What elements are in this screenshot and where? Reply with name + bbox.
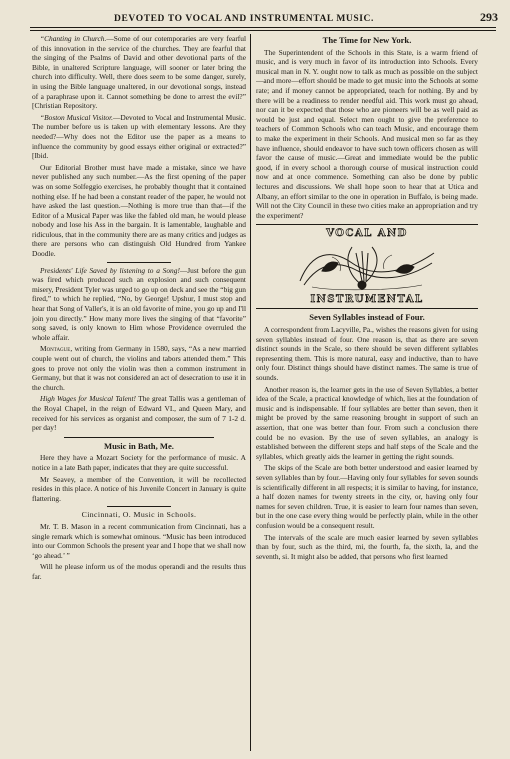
ornament-title-bottom: INSTRUMENTAL bbox=[310, 293, 424, 305]
article-tallis-lead: High Wages for Musical Talent! bbox=[40, 394, 137, 404]
article-boston-body: —Devoted to Vocal and Instrumental Music. The number before us is taken up with elementary lessons. Are they needed?—Why does not the Editor use the paper as a means to influence the community by good essays either original or extracted?” [Ibid. bbox=[32, 112, 246, 161]
article-presidents-body: —Just before the gun was fired which produced such an explosion and such consequent misery, President Tyler was urged to go up on deck and see the “big gun fired,” to which he replied, “No, by George! Upshur, I must stop and hear that Song of Valler's, it is an old favorite of mine, you go up and I'll join you directly.” How many more lives the singing of that “favorite” song saved, is only known to Him whose Providence overruled the whole affair. bbox=[32, 265, 246, 342]
vocal-instrumental-ornament bbox=[256, 229, 478, 304]
right-column bbox=[256, 34, 478, 755]
page-number: 293 bbox=[480, 10, 498, 24]
article-tallis-body: The great Tallis was a gentleman of the Royal Chapel, in the reign of Edward VI., and Queen Mary, and received for his services as organist and composer, the sum of 7 1-2 d. per day! bbox=[32, 394, 246, 433]
running-title: DEVOTED TO VOCAL AND INSTRUMENTAL MUSIC. bbox=[114, 14, 374, 24]
article-montague-body: writing from Germany in 1580, says, “As a new married couple went out of church, the violins and tabors attended them.” This goes to prove not only the violin was then a common instrument in Germany, but that it was not considered an act of desecration to use it in the church. bbox=[32, 344, 246, 392]
article-chanting bbox=[32, 34, 246, 111]
syllables-heading: Seven Syllables instead of Four. bbox=[309, 312, 425, 323]
bath-paragraph-2: Mr Seavey, a member of the Convention, it will be recollected resides in this place. A notice of his Juvenile Concert in January is quite flattering. bbox=[32, 474, 246, 503]
article-boston bbox=[32, 113, 246, 161]
cincinnati-paragraph-2: Will he please inform us of the modus operandi and the results thus far. bbox=[32, 562, 246, 581]
running-head bbox=[30, 6, 498, 26]
newyork-heading: The Time for New York. bbox=[322, 35, 412, 45]
left-column bbox=[32, 34, 246, 755]
article-montague-lead: Montague, bbox=[40, 344, 73, 354]
bath-heading: Music in Bath, Me. bbox=[104, 440, 174, 451]
lyre-instruments-icon bbox=[292, 241, 442, 293]
separator bbox=[64, 437, 214, 438]
header-rule bbox=[30, 27, 496, 28]
article-editorial: Our Editorial Brother must have made a mistake, since we have never published any such number.—As the first opening of the paper was on some Solfeggio exercises, he probably thought that it contained nothing else. If he had been a constant reader of the paper, he would not have asked the last question.—Nothing is more true than that—if the Editor of a Musical Paper was like the fabled old man, he would please nobody and lose his Ass in the bargain. It is lamentable, laughable and ridiculous, that in the community there are as many critics and judges as there are persons who can distinguish Old Hundred from Yankee Doodle. bbox=[32, 162, 246, 259]
syllables-paragraph-3: The skips of the Scale are both better understood and easier learned by seven syllables than by four.—Having only four syllables for seven sounds is scientifically different in all respects; it is similar to having, for instance, a half dozen names for twenty streets in the city, or, having only four names for seven children. True, it is easier to learn four names than seven, but in the one case every thing would be perfectly plain, while in the other confusion would be a consequent result. bbox=[256, 463, 478, 530]
separator bbox=[107, 506, 171, 507]
bath-paragraph-1: Here they have a Mozart Society for the performance of music. A notice in a late Bath paper, indicates that they are quite successful. bbox=[32, 453, 246, 472]
separator bbox=[256, 308, 478, 309]
column-divider bbox=[250, 34, 251, 751]
article-montague bbox=[32, 344, 246, 392]
article-presidents-lead: Presidents' Life Saved by listening to a Song! bbox=[40, 265, 180, 275]
syllables-paragraph-4: The intervals of the scale are much easier learned by seven syllables than by four, such as the third, mi, the fourth, fa, the sixth, la, and the seventh, si. It might also be added, that persons who first learned bbox=[256, 532, 478, 561]
syllables-paragraph-2: Another reason is, the learner gets in the use of Seven Syllables, a better idea of the Scale, a practical knowledge of which, lies at the foundation of music and is indispensable. If four syllables are better than seven, then it might be proved by the same reasoning brought in support of such an assertion, that one was better than four. From such a conclusion there could be no evasion. By the use of seven syllables, an analogy is established between the different steps and half steps of the Scale and the syllables, which greatly aids the learner in getting the right sounds. bbox=[256, 384, 478, 461]
ornament-title-top: VOCAL AND bbox=[326, 228, 408, 240]
separator bbox=[256, 224, 478, 225]
header-rule-thin bbox=[30, 30, 496, 31]
cincinnati-paragraph-1: Mr. T. B. Mason in a recent communication from Cincinnati, has a single remark which is somewhat ominous. “Music has been introduced into our Common Schools the present year and I hope that we shall now ‘go ahead.’ ” bbox=[32, 521, 246, 560]
article-chanting-lead: “Chanting in Church. bbox=[40, 34, 107, 43]
separator bbox=[107, 262, 171, 263]
newyork-body: The Superintendent of the Schools in this State, is a warm friend of music, and is very much in favor of its introduction into Schools. Every musical man in N. Y. ought now to talk as much as possible on the subject—and more—effort should be made to get music into the Schools at some rate; and if money cannot be appropriated, teach for nothing. By and by there will be a readiness to render needful aid. This work must go ahead, nor can it be expected that those who are pioneers will be as well paid as would be just and equal. Select men ought to give the preference to teachers of Common Schools who can teach Music, and encourage them to make the experiment in their Schools. And musical men so far as they have influence, should endeavor to have such town officers chosen as will favor the cause of music.—Great and immediate would be the public good, if in every school a thorough course of musical instruction could now and at once commence. Something can also be done by public lectures and discussions. We shall hope soon to hear that at Utica and Albany, an effort similar to the one in operation in Buffalo, is being made. Will not the City Council in these two cities make an appropriation and try the experiment? bbox=[256, 47, 478, 220]
article-chanting-body: —Some of our cotemporaries are very fearful of this innovation in the service of the churches. They are fearful that the singing of the Psalms of David and other devotional parts of the Bible, in unaltered Scripture language, will sooner or later bring the church into difficulty. Well, there does seem to be some danger, surely, in using the Bible language unaltered, in our devotional songs, instead of a paraphrase upon it. Cannot something be done to arrest the evil?” [Christian Repository. bbox=[32, 34, 246, 111]
article-presidents bbox=[32, 266, 246, 343]
cincinnati-heading: Cincinnati, O. Music in Schools. bbox=[81, 510, 197, 520]
article-boston-lead: “Boston Musical Visitor. bbox=[40, 112, 114, 122]
syllables-paragraph-1: A correspondent from Lacyville, Pa., wishes the reasons given for using seven syllables instead of four. One reason is, that as there are seven distinct sounds in the Scale, so there should be seven different syllables representing them. This is more natural, easy and inductive, than to have only four. Distinct things should have distinct names. The same is true of sounds. bbox=[256, 325, 478, 383]
article-tallis bbox=[32, 394, 246, 432]
